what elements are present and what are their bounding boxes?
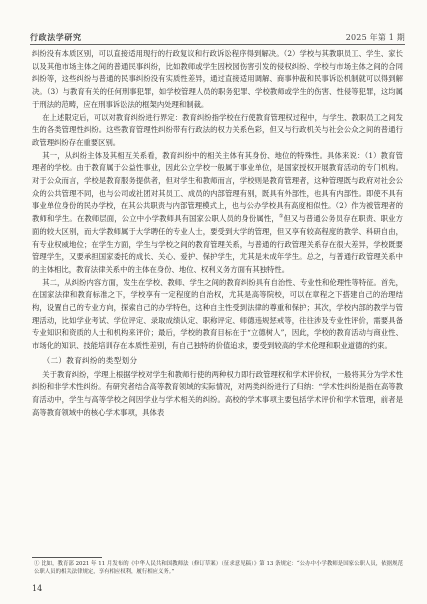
paragraph-5: 关于教育纠纷，学理上根据学校对学生和教师行使的两种权力即行政管理权和学术评价权，一般将其分为学术性纠纷和非学术性纠纷。有研究者结合高等教育领域的实际情况，对两类纠纷进行了归纳：“学术性纠纷是指在高等教育活动中，学生与高等学校之间因学业与学术相关的纠纷。高校的学术事项主要包括学术评价和学术管理，前者是高等教育领域中的核心学术事项，具体表 bbox=[32, 369, 403, 417]
footnote: ① 比如，教育部 2021 年 11 月发布的《中华人民共和国教师法（修订草案）（征求意见稿）》第 13 条规定：“公办中小学教师是国家公职人员，依据规范公职人员的相关法律规定，享有相应权利，履行相应义务。” bbox=[34, 561, 403, 575]
paragraph-3-text: 其一，从纠纷主体及其相互关系看，教育纠纷中的相关主体有其身份、地位的特殊性。具体来说：（1）教育管理者的学校。由于教育属于公益性事业，因此公立学校一般属于事业单位，是国家授权开展教育活动的专门机构。对于公众而言，学校是教育服务提供者，但对学生和教师而言，学校则是教育管理者，这种管理既与政府对社会公众的公共管理不同，也与公司或社团对其员工、成员的内部管理有别，既具有外部性，也具有内部性。即使不具有事业单位身份的民办学校，在其公共职责与内部管理模式上，也与公办学校具有高度相似性。（2）作为被管理者的教师和学生。在教师层面，公立中小学教师具有国家公职人员的身份属性， bbox=[32, 150, 403, 224]
article-body bbox=[32, 48, 403, 419]
section-heading: （二）教育纠纷的类型划分 bbox=[42, 355, 138, 365]
header-rule bbox=[30, 44, 405, 45]
paragraph-3 bbox=[32, 150, 403, 277]
paragraph-1: 纠纷没有本质区别，可以直接适用现行的行政复议和行政诉讼程序得到解决。（2）学校与其教职员工、学生、家长以及其他市场主体之间的普通民事纠纷，比如教师或学生因校园伤害引发的侵权纠纷、学校与市场主体之间的合同纠纷等，这些纠纷与普通的民事纠纷没有实质性差异，通过直接适用调解、商事仲裁和民事诉讼机制就可以得到解决。（3）与教育有关的任何刑事犯罪，如学校管理人员的职务犯罪、学校教师或学生的伤害、性侵等犯罪，这均属于刑法的范畴，应在刑事诉讼法的框架内处理和制裁。 bbox=[32, 49, 403, 109]
footnote-marker: ① bbox=[278, 213, 284, 220]
issue-label: 2025 年第 1 期 bbox=[345, 33, 405, 42]
footnote-rule bbox=[32, 557, 102, 558]
paragraph-3-continuation: 但又与普通公务员存在职责、职业方面的较大区别，而大学教师属于大学聘任的专业人士，要受到大学的管理，但又享有较高程度的教学、科研自由，有专业权威地位；在学生方面，学生与学校之间的教育管理关系，与普通的行政管理关系存在很大差异，学校既要管理学生，又要承担国家委托的成长、关心、爱护、保护学生，尤其是未成年学生。总之，与普通行政管理关系中的主体相比，教育法律关系中的主体在身份、地位、权利义务方面有其独特性。 bbox=[32, 214, 403, 274]
page-number: 14 bbox=[32, 584, 43, 593]
paragraph-4: 其二，从纠纷内容方面，发生在学校、教师、学生之间的教育纠纷具有自治性、专业性和伦理性等特征。首先，在国家法律和教育标准之下，学校享有一定程度的自治权，尤其是高等院校，可以在章程之下搭建自己的治理结构，设置自己的专业方向，探索自己的办学特色，这种自主性受到法律的尊重和保护；其次，学校内部的教学与管理活动，比如学业考试、学位评定、录取成绩认定、职称评定、师德违规惩戒等，往往涉及专业性评价，需要具备专业知识和资质的人士和机构来评价；最后，学校的教育目标在于“立德树人”，因此，学校的教育活动与商业性、市场化的知识、技能培训存在本质性差别，有自己独特的价值追求，要受到较高的学术伦理和职业道德的约束。 bbox=[32, 277, 403, 351]
running-header bbox=[30, 32, 405, 44]
paragraph-2: 在上述限定后，可以对教育纠纷进行界定：教育纠纷指学校在行使教育管理权过程中，与学生、教职员工之间发生的各类管理性纠纷。这些教育管理性纠纷带有行政法的权力关系色彩，但又与行政机关与社会公众之间的普通行政管理纠纷存在重要区别。 bbox=[32, 112, 403, 147]
journal-title: 行政法学研究 bbox=[30, 32, 82, 42]
